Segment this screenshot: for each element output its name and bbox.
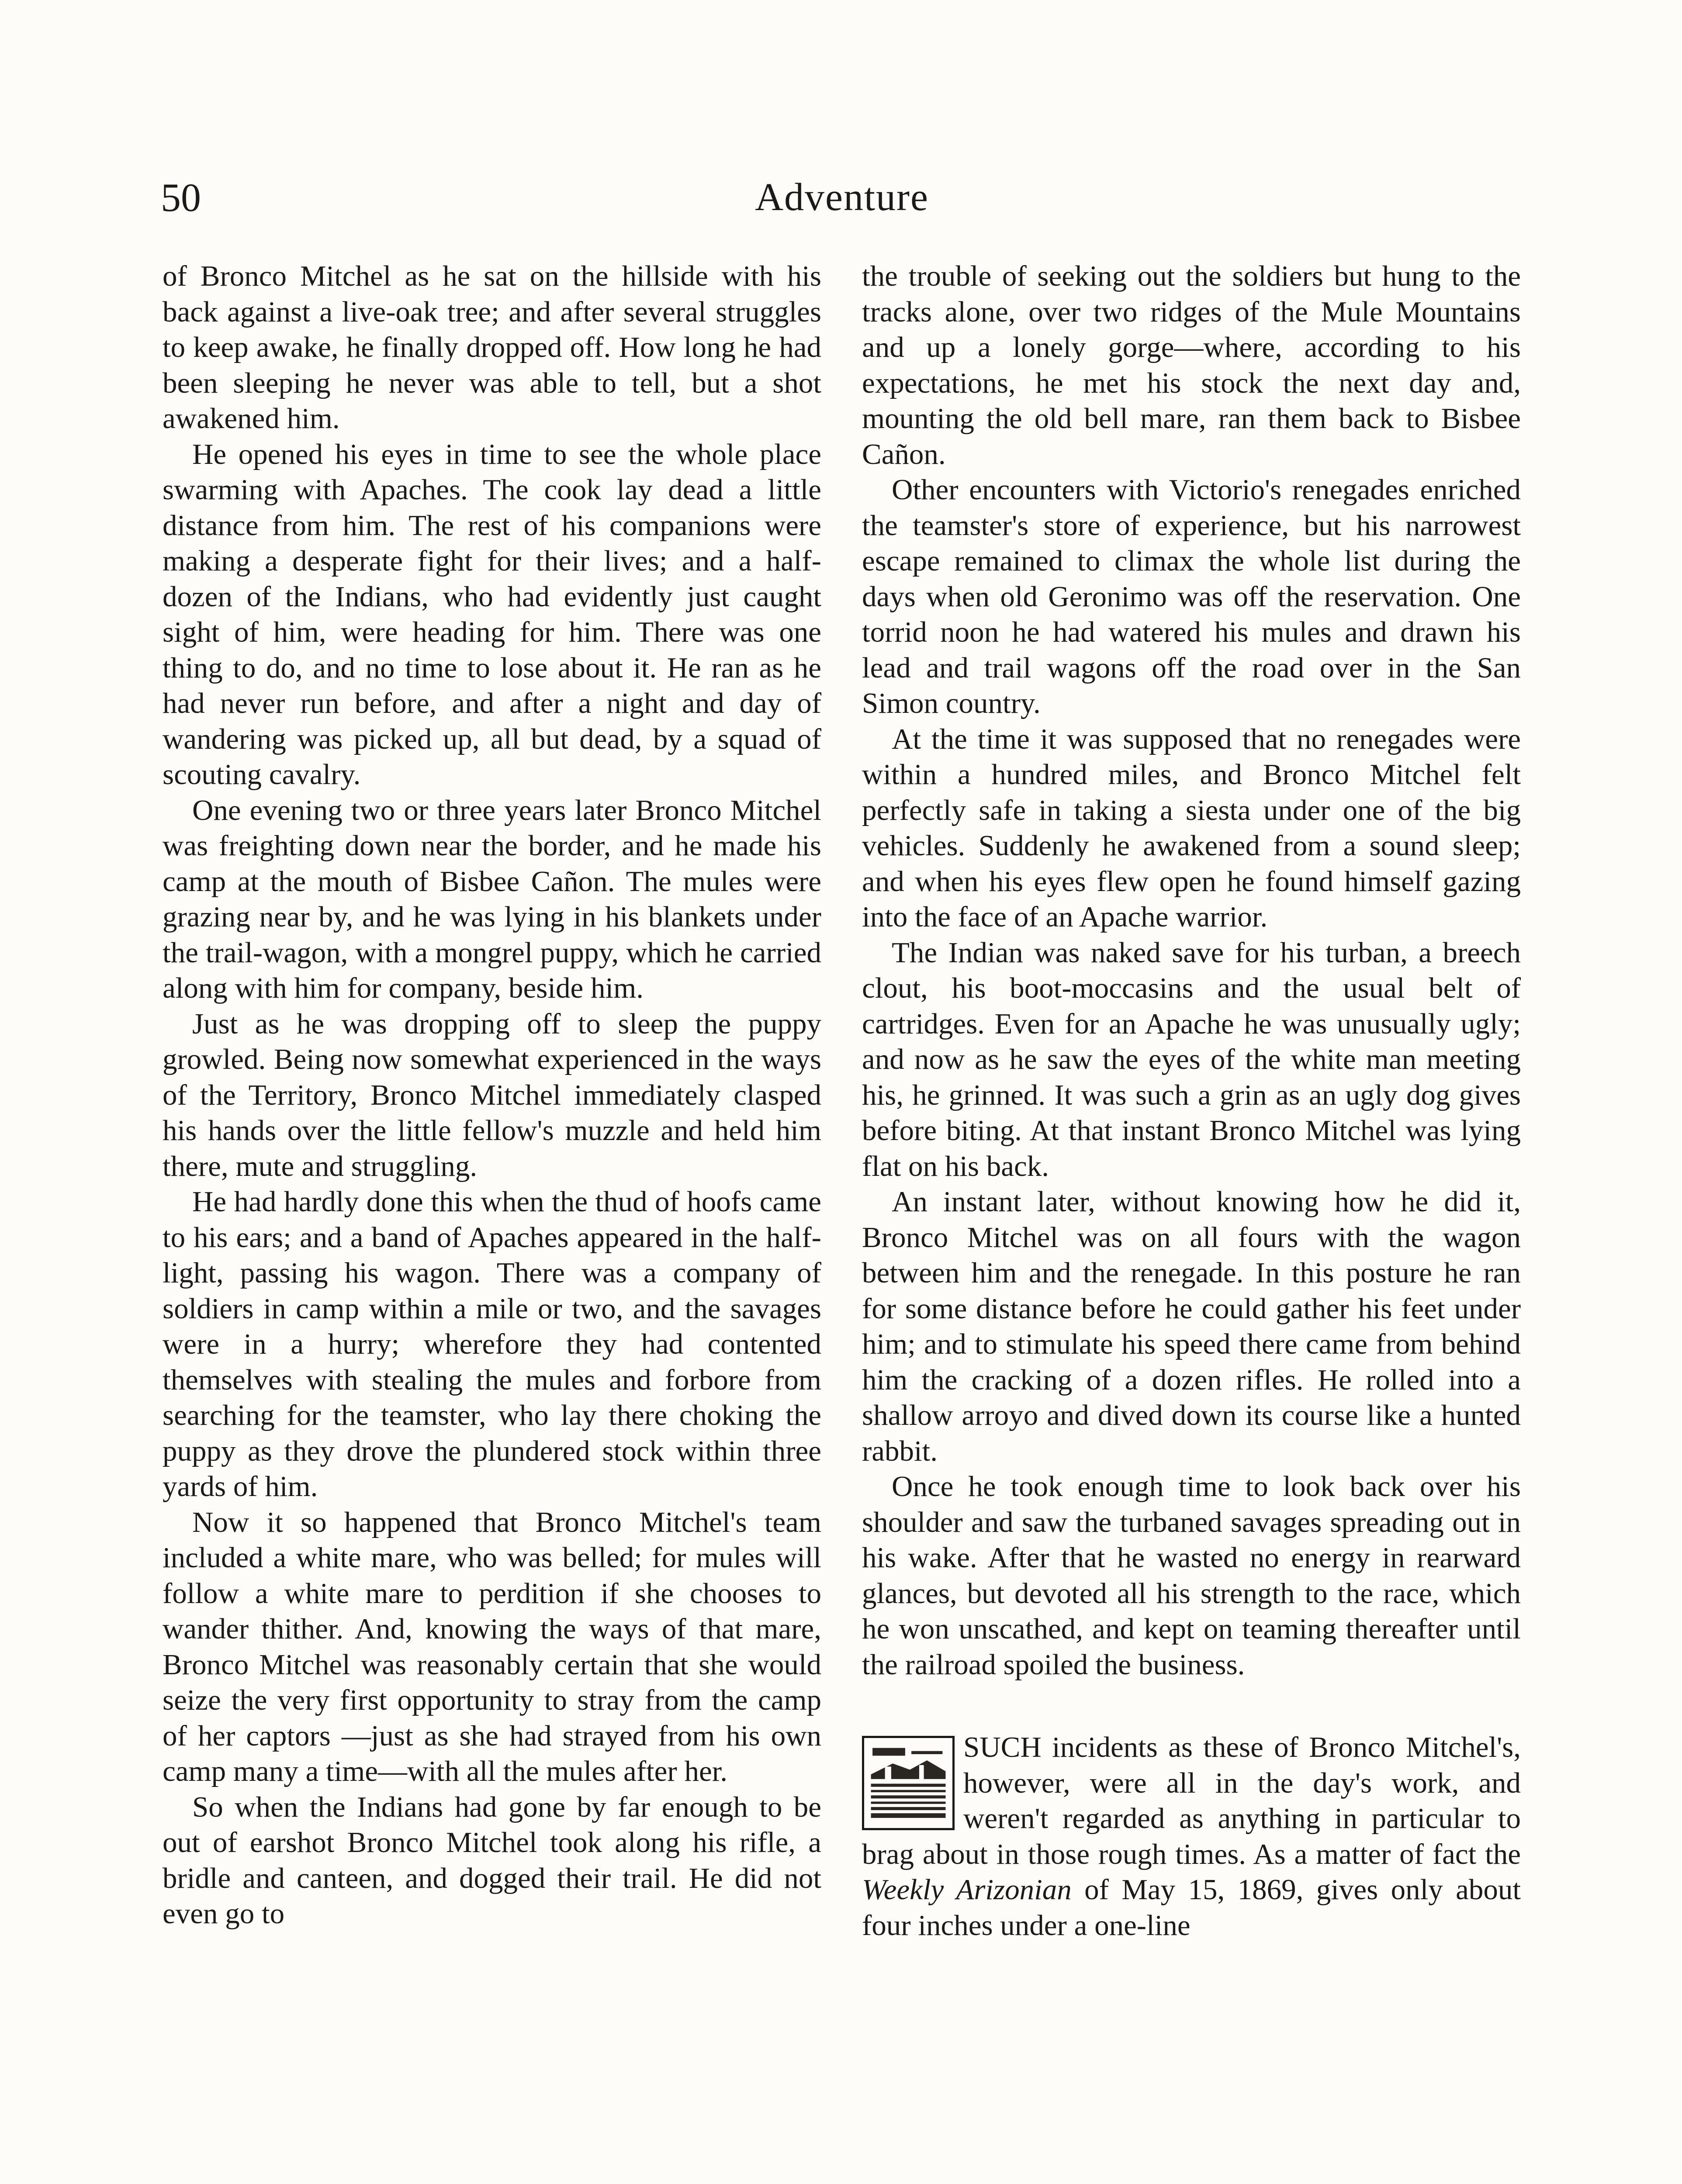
- paragraph: the trouble of seeking out the soldiers but hung to the tracks alone, over two ridges of the Mule Mountains and up a lonely gorge—where, according to his expectations, he met his stock the next day and, mounting the old bell mare, ran them back to Bisbee Cañon.: [862, 260, 1521, 470]
- paragraph: Other encounters with Victorio's renegades enriched the teamster's store of experience, but his narrowest escape remained to climax the whole list during the days when old Geronimo was off the reservation. One torrid noon he had watered his mules and drawn his lead and trail wagons off the road over in the San Simon country.: [862, 473, 1521, 719]
- paragraph: He had hardly done this when the thud of hoofs came to his ears; and a band of Apaches appeared in the half-light, passing his wagon. There was a company of soldiers in camp within a mile or two, and the savages were in a hurry; wherefore they had contented themselves with stealing the mules and forbore from searching for the teamster, who lay there choking the puppy as they drove the plundered stock within three yards of him.: [163, 1185, 821, 1503]
- paragraph: One evening two or three years later Bronco Mitchel was freighting down near the border, and he made his camp at the mouth of Bisbee Cañon. The mules were grazing near by, and he was lying in his blankets under the trail-wagon, with a mongrel puppy, which he carried along with him for company, beside him.: [163, 794, 821, 1004]
- paragraph: Once he took enough time to look back over his shoulder and saw the turbaned savages spreading out in his wake. After that he wasted no energy in rearward glances, but devoted all his strength to the race, which he won unscathed, and kept on teaming thereafter until the railroad spoiled the business.: [862, 1470, 1521, 1681]
- running-title: Adventure: [755, 176, 929, 219]
- paragraph: At the time it was supposed that no renegades were within a hundred miles, and Bronco Mitchel felt perfectly safe in taking a siesta under one of the big vehicles. Suddenly he awakened from a sound sleep; and when his eyes flew open he found himself gazing into the face of an Apache warrior.: [862, 722, 1521, 933]
- paragraph: So when the Indians had gone by far enough to be out of earshot Bronco Mitchel took along his rifle, a bridle and canteen, and dogged their trail. He did not even go to: [163, 1790, 821, 1930]
- paragraph: of Bronco Mitchel as he sat on the hillside with his back against a live-oak tree; and after several struggles to keep awake, he finally dropped off. How long he had been sleeping he never was able to tell, but a shot awakened him.: [163, 260, 821, 435]
- paragraph-text: of May 15, 1869, gives only about four inches under a one-line: [862, 1873, 1521, 1942]
- page-number: 50: [161, 175, 201, 220]
- decorative-initial-icon: [862, 1736, 955, 1830]
- paragraph: Now it so happened that Bronco Mitchel's team included a white mare, who was belled; for mules will follow a white mare to perdition if she chooses to wander thither. And, knowing the ways of that mare, Bronco Mitchel was reasonably certain that she would seize the very first opportunity to stray from the camp of her captors —just as she had strayed from his own camp many a time—with all the mules after her.: [163, 1506, 821, 1787]
- dropcap-paragraph: [862, 1730, 1521, 1943]
- right-column: [862, 259, 1521, 1943]
- paragraph: Just as he was dropping off to sleep the puppy growled. Being now somewhat experienced in the ways of the Territory, Bronco Mitchel immediately clasped his hands over the little fellow's muzzle and held him there, mute and struggling.: [163, 1007, 821, 1182]
- paragraph: He opened his eyes in time to see the whole place swarming with Apaches. The cook lay dead a little distance from him. The rest of his companions were making a desperate fight for their lives; and a half-dozen of the Indians, who had evidently just caught sight of him, were heading for him. There was one thing to do, and no time to lose about it. He ran as he had never run before, and after a night and day of wandering was picked up, all but dead, by a squad of scouting cavalry.: [163, 438, 821, 791]
- publication-title: Weekly Arizonian: [862, 1873, 1072, 1906]
- paragraph: The Indian was naked save for his turban, a breech clout, his boot-moccasins and the usual belt of cartridges. Even for an Apache he was unusually ugly; and now as he saw the eyes of the white man meeting his, he grinned. It was such a grin as an ugly dog gives before biting. At that instant Bronco Mitchel was lying flat on his back.: [862, 936, 1521, 1182]
- left-column: [163, 259, 821, 1932]
- section-break: [862, 1683, 1521, 1730]
- page-header: [161, 171, 1523, 228]
- paragraph: An instant later, without knowing how he did it, Bronco Mitchel was on all fours with the wagon between him and the renegade. In this posture he ran for some distance before he could gather his feet under him; and to stimulate his speed there came from behind him the cracking of a dozen rifles. He rolled into a shallow arroyo and dived down its course like a hunted rabbit.: [862, 1185, 1521, 1467]
- paragraph-text: SUCH incidents as these of Bronco Mitchel's, however, were all in the day's work, and weren't regarded as anything in particular to brag about in those rough times. As a matter of fact the: [862, 1731, 1521, 1870]
